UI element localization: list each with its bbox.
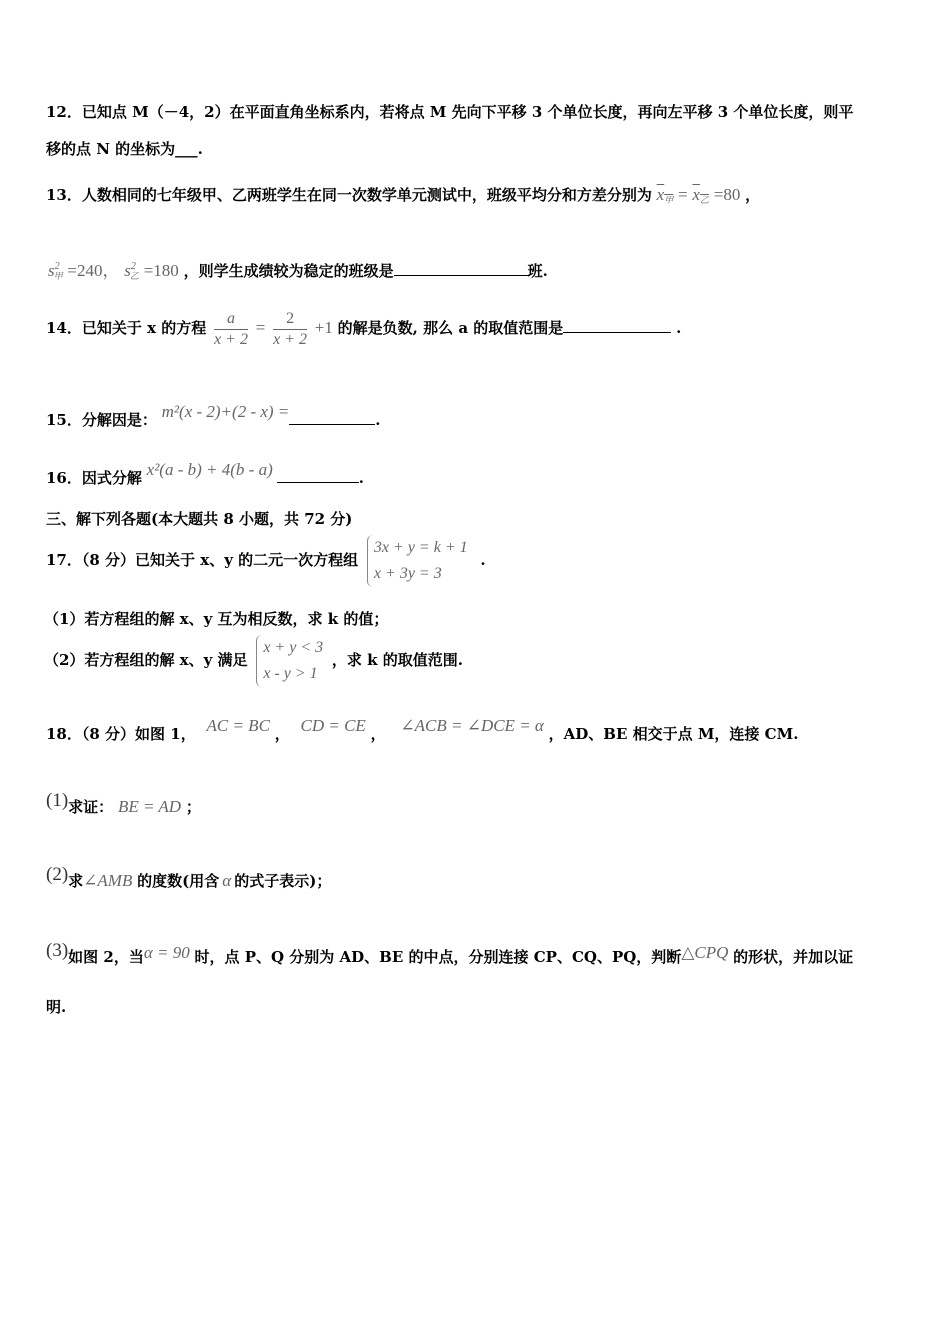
q17-eq2: x + 3y = 3: [373, 565, 442, 582]
q15-text2: .: [375, 411, 381, 429]
q17-equation-system: [367, 535, 468, 587]
q16-text2: .: [358, 469, 364, 487]
q16-answer-blank[interactable]: [277, 468, 359, 483]
q18-p3a: 如图 2，当: [68, 948, 144, 966]
q17-text2: .: [480, 551, 486, 569]
q18-p1-number: (1): [46, 790, 69, 811]
q18-text2: ，AD、BE 相交于点 M，连接 CM.: [548, 725, 799, 743]
q15-line: [46, 398, 381, 434]
q15-text1: 15．分解因是：: [46, 411, 157, 429]
q18-part3-end: 明.: [46, 998, 67, 1016]
q14-equals: =: [255, 318, 266, 337]
q14-text3: .: [676, 319, 682, 337]
q17-p2b: ，求 k 的取值范围.: [331, 651, 463, 669]
q13-text3: 班.: [527, 262, 548, 280]
q13-line2: [48, 256, 548, 287]
q17-eq1: 3x + y = k + 1: [373, 539, 468, 556]
q18-text1: 18．（8 分）如图 1，: [46, 725, 196, 743]
q13-var-yi-value: =180: [143, 261, 179, 280]
q18-cond1: AC = BC: [206, 716, 270, 735]
q14-line: [46, 306, 681, 350]
q14-plus-one: +1: [314, 318, 333, 337]
q17-ineq2: x - y > 1: [263, 665, 318, 682]
q17-part2: [44, 632, 463, 688]
q14-frac1: $\frac{a}{x + 2}$: [214, 309, 248, 348]
q12-line2: 移的点 N 的坐标为___.: [46, 140, 203, 158]
q13-var-jia-value: =240，: [67, 261, 120, 280]
q13-line1: 13．人数相同的七年级甲、乙两班学生在同一次数学单元测试中，班级平均分和方差分别为 $x_甲 = x_乙 =80$ ，: [46, 185, 761, 205]
q14-text1: 14．已知关于 x 的方程: [46, 319, 207, 337]
q14-answer-blank[interactable]: [563, 318, 671, 333]
q18-p3b: 时，点 P、Q 分别为 AD、BE 的中点，分别连接 CP、CQ、PQ，判断: [194, 948, 682, 966]
q15-answer-blank[interactable]: [289, 410, 375, 425]
q18-p3-number: (3): [46, 940, 69, 961]
q17-part1: （1）若方程组的解 x、y 互为相反数，求 k 的值；: [44, 610, 389, 628]
q18-part2: (2)求∠AMB 的度数(用含 α 的式子表示)；: [46, 864, 332, 890]
q18-p2-alpha: α: [222, 871, 232, 890]
q12-line1: 12．已知点 M（－4，2）在平面直角坐标系内，若将点 M 先向下平移 3 个单位长度，再向左平移 3 个单位长度，则平: [46, 103, 854, 121]
q13-text2: ，则学生成绩较为稳定的班级是: [183, 262, 394, 280]
q13-text1: 13．人数相同的七年级甲、乙两班学生在同一次数学单元测试中，班级平均分和方差分别为: [46, 186, 652, 204]
q18-p2d: 的式子表示): [234, 872, 317, 890]
q18-p2a: 求: [68, 872, 84, 890]
q16-line: [46, 456, 364, 492]
q18-p1a: 求证：: [68, 798, 114, 816]
q18-cond3: ∠ACB = ∠DCE = α: [400, 716, 544, 735]
section-title: 三、解下列各题(本大题共 8 小题，共 72 分): [46, 510, 353, 528]
q14-frac2: $\frac{2}{x + 2}$: [273, 309, 308, 348]
q13-answer-blank[interactable]: [394, 261, 528, 276]
q15-expr: m²(x - 2)+(2 - x) =: [161, 402, 290, 421]
q18-p2b: 的度数: [137, 872, 183, 890]
q13-mean-yi: $x_乙$: [692, 185, 709, 205]
q17-line: [46, 532, 486, 588]
q16-expr: x²(a - b) + 4(b - a): [146, 460, 273, 479]
q18-p3-expr: α = 90: [143, 943, 190, 962]
q13-var-jia: $s^2_甲$: [48, 261, 63, 281]
q16-text1: 16．因式分解: [46, 469, 142, 487]
q14-text2: 的解是负数, 那么 a 的取值范围是: [337, 319, 564, 337]
q13-comma: ，: [745, 186, 761, 204]
q13-mean-jia: $x_甲$: [656, 185, 674, 205]
q18-part1: (1)求证： BE = AD ；: [46, 790, 201, 816]
q18-cond2: CD = CE: [300, 716, 366, 735]
q18-p1-expr: BE = AD: [117, 797, 182, 816]
q18-p2-expr: ∠AMB: [83, 871, 133, 890]
q17-inequality-system: [256, 635, 323, 687]
q18-p3c: 的形状，并加以证: [733, 948, 854, 966]
q17-ineq1: x + y < 3: [263, 639, 324, 656]
q17-text1: 17．（8 分）已知关于 x、y 的二元一次方程组: [46, 551, 359, 569]
q18-p2c: (用含: [182, 872, 220, 890]
q13-mean-value: =80: [713, 185, 741, 204]
q13-var-yi: $s^2_乙$: [124, 261, 139, 281]
q18-line: 18．（8 分）如图 1， AC = BC ， CD = CE ， ∠ACB = ∠DCE = α ，AD、BE 相交于点 M，连接 CM.: [46, 716, 799, 743]
q18-p2-number: (2): [46, 864, 69, 885]
q18-p3-triangle: △CPQ: [681, 943, 729, 962]
q18-part3: [46, 936, 853, 972]
q17-p2a: （2）若方程组的解 x、y 满足: [44, 651, 248, 669]
